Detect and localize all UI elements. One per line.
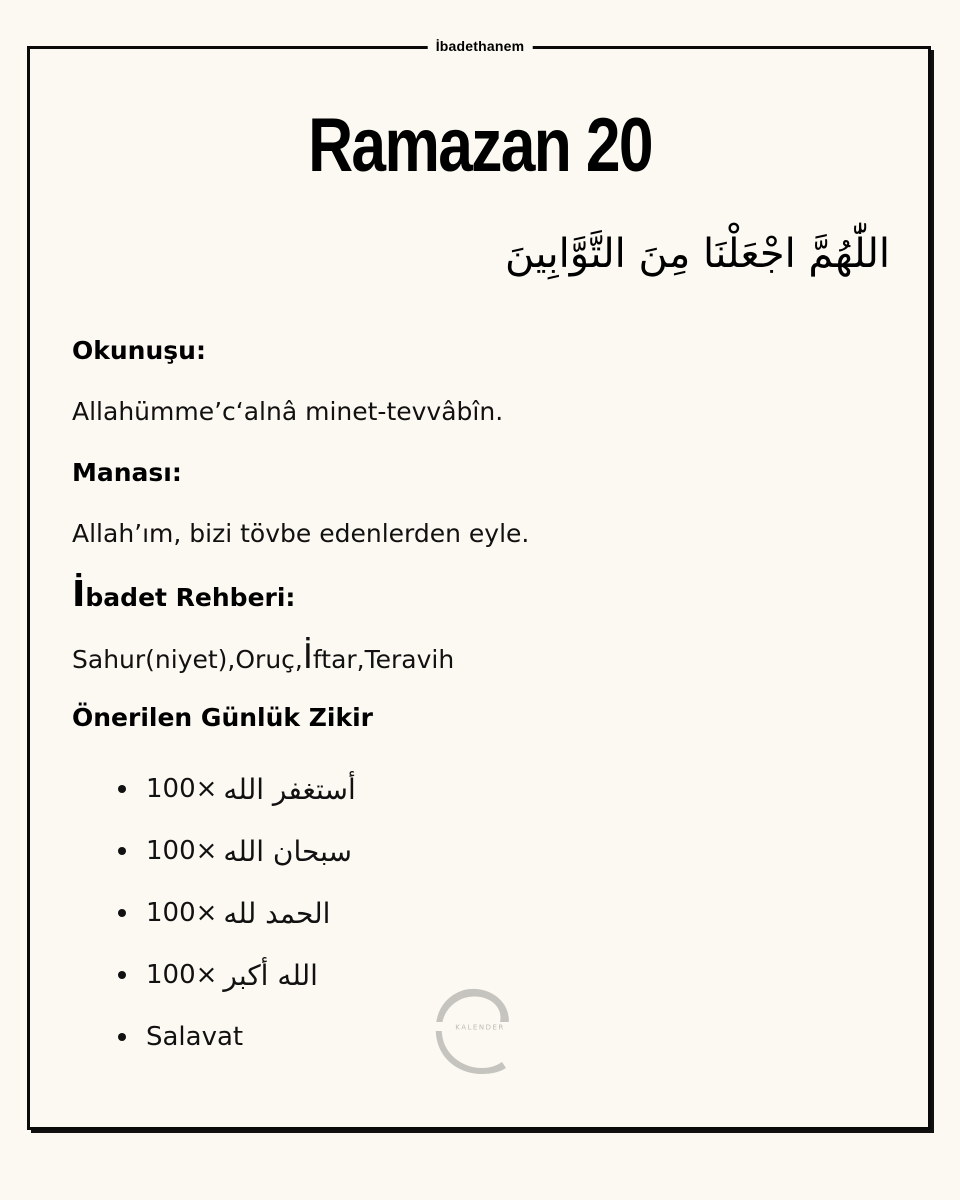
bullet-icon: [118, 1033, 126, 1041]
zikir-arabic: الحمد لله: [223, 896, 331, 930]
zikir-arabic: أستغفر الله: [223, 772, 356, 806]
frame-shadow-right: [931, 50, 934, 1132]
manasi-label: Manası:: [72, 458, 182, 487]
list-item: [118, 944, 356, 1006]
bullet-icon: [118, 785, 126, 793]
rehber-text-after: ftar,Teravih: [312, 645, 455, 674]
zikir-count: 100×: [146, 960, 218, 990]
list-item: [118, 882, 356, 944]
zikir-count: Salavat: [146, 1022, 244, 1052]
list-item: [118, 1006, 356, 1068]
rehber-text: [72, 637, 455, 677]
watermark-text: KALENDER: [455, 1023, 505, 1032]
list-item: [118, 758, 356, 820]
zikir-count: 100×: [146, 836, 218, 866]
rehber-text-initial: İ: [302, 637, 313, 677]
brand-label: İbadethanem: [428, 37, 533, 55]
logo-watermark-icon: [430, 982, 530, 1078]
rehber-text-before: Sahur(niyet),Oruç,: [72, 645, 303, 674]
okunus-label: Okunuşu:: [72, 336, 206, 365]
rehber-label: [72, 574, 296, 615]
frame-shadow-bottom: [31, 1130, 934, 1133]
zikir-count: 100×: [146, 898, 218, 928]
bullet-icon: [118, 847, 126, 855]
page-title: Ramazan 20: [308, 103, 652, 188]
bullet-icon: [118, 971, 126, 979]
dua-arabic: اللّٰهُمَّ اجْعَلْنَا مِنَ التَّوَّابِينَ: [504, 231, 890, 277]
bullet-icon: [118, 909, 126, 917]
zikir-count: 100×: [146, 774, 218, 804]
okunus-text: Allahümme’c‘alnâ minet-tevvâbîn.: [72, 397, 504, 426]
rehber-label-initial: İ: [72, 574, 86, 615]
zikir-arabic: الله أكبر: [223, 958, 318, 992]
zikir-label: Önerilen Günlük Zikir: [72, 703, 373, 732]
list-item: [118, 820, 356, 882]
zikir-arabic: سبحان الله: [223, 834, 352, 868]
rehber-label-rest: badet Rehberi:: [85, 583, 296, 612]
zikir-list: [118, 758, 356, 1068]
manasi-text: Allah’ım, bizi tövbe edenlerden eyle.: [72, 519, 530, 548]
